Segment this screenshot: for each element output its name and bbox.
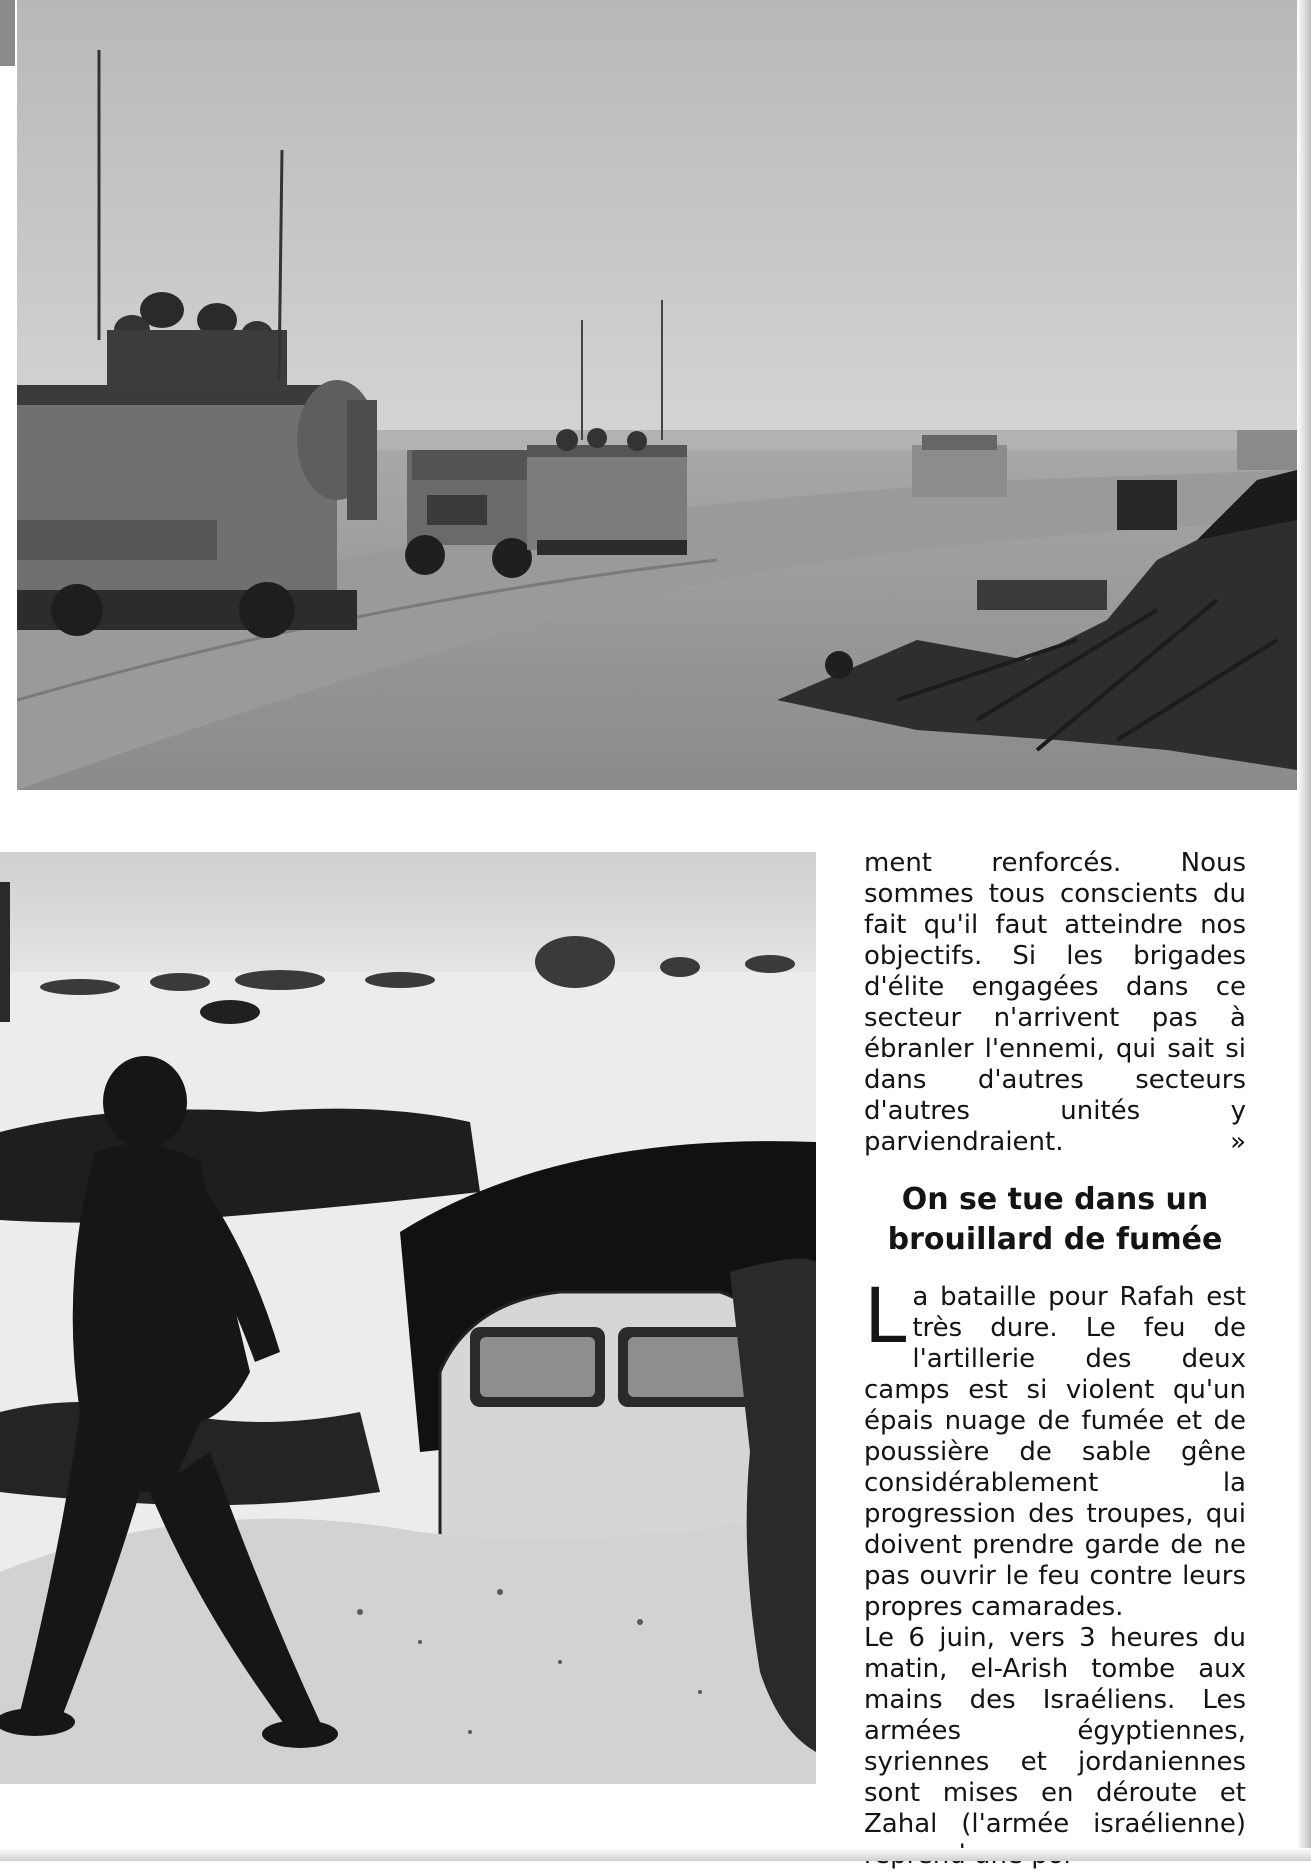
soldier-truck-illustration bbox=[0, 852, 816, 1784]
section-subheading bbox=[864, 1180, 1246, 1260]
photo-soldier-truck bbox=[0, 852, 816, 1784]
first-paragraph-text: a bataille pour Rafah est très dure. Le feu de l'artillerie des deux camps est si violent qu'un épais nuage de fumée et de poussière de sable gêne considérablement la progression des troupes, qui doivent prendre garde de ne pas ouvrir le feu contre leurs propres camarades. bbox=[864, 1282, 1246, 1622]
subheading-line-1: On se tue dans un bbox=[901, 1182, 1209, 1217]
continued-paragraph: ment renforcés. Nous sommes tous conscients du fait qu'il faut atteindre nos objectifs. Si les brigades d'élite engagées dans ce secteur n'arrivent pas à ébranler l'ennemi, qui sait si dans d'autres secteurs d'autres unités y parviendraient. » bbox=[864, 848, 1246, 1157]
page-bottom-edge bbox=[0, 1848, 1311, 1861]
page-edge-tab bbox=[0, 0, 15, 66]
first-paragraph bbox=[864, 1271, 1246, 1623]
subheading-line-2: brouillard de fumée bbox=[887, 1222, 1223, 1257]
page-binding-edge bbox=[1297, 0, 1311, 1861]
second-paragraph: Le 6 juin, vers 3 heures du matin, el-Arish tombe aux mains des Israéliens. Les armées égyptiennes, syriennes et jordaniennes sont mises en déroute et Zahal (l'armée israélienne) bbox=[864, 1623, 1246, 1839]
article-column bbox=[864, 848, 1246, 1871]
drop-cap-letter: L bbox=[864, 1271, 907, 1360]
photo-armored-column bbox=[17, 0, 1297, 790]
armored-column-illustration bbox=[17, 0, 1297, 790]
